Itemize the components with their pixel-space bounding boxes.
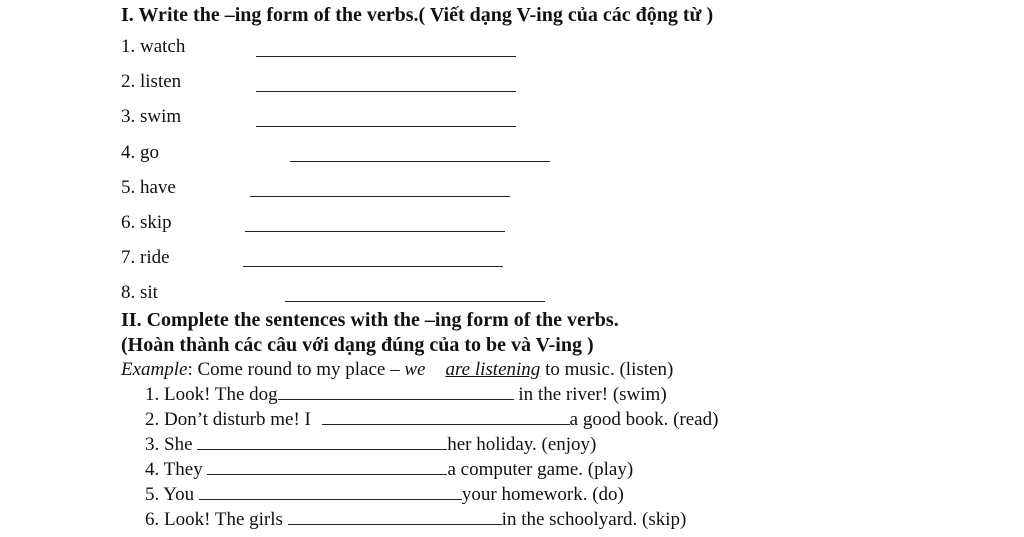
verb-item-listen: 2. listen: [121, 71, 182, 92]
example-we: we: [404, 359, 426, 380]
sentence-blank-2[interactable]: [322, 409, 570, 425]
sentence-start: 4. They: [145, 459, 208, 480]
sentence-end: in the schoolyard. (skip): [501, 509, 687, 530]
sentence-end: in the river! (swim): [513, 384, 667, 405]
verb-item-go: 4. go: [121, 142, 159, 163]
verb-item-skip: 6. skip: [121, 212, 172, 233]
answer-blank-1[interactable]: [256, 56, 516, 57]
verb-item-have: 5. have: [121, 177, 176, 198]
sentence-start: 1. Look! The dog: [145, 384, 278, 405]
answer-blank-4[interactable]: [290, 161, 550, 162]
sentence-row: [145, 384, 667, 406]
sentence-end: a good book. (read): [569, 409, 719, 430]
sentence-start: 3. She: [145, 434, 198, 455]
part1-heading: I. Write the –ing form of the verbs.( Viết dạng V-ing của các động từ ): [121, 4, 714, 26]
verb-item-ride: 7. ride: [121, 247, 170, 268]
answer-blank-5[interactable]: [250, 196, 510, 197]
sentence-start: 6. Look! The girls: [145, 509, 288, 530]
answer-blank-2[interactable]: [256, 91, 516, 92]
sentence-end: a computer game. (play): [447, 459, 634, 480]
answer-blank-8[interactable]: [285, 301, 545, 302]
sentence-start: 2. Don’t disturb me! I: [145, 409, 316, 430]
answer-blank-3[interactable]: [256, 126, 516, 127]
answer-blank-7[interactable]: [243, 266, 503, 267]
part2-subheading: (Hoàn thành các câu với dạng đúng của to be và V-ing ): [121, 334, 594, 356]
sentence-end: your homework. (do): [461, 484, 624, 505]
sentence-start: 5. You: [145, 484, 199, 505]
example-sentence: [121, 359, 673, 381]
example-answer: are listening: [445, 359, 541, 380]
sentence-row: [145, 434, 596, 456]
part2-heading: II. Complete the sentences with the –ing form of the verbs.: [121, 309, 619, 331]
sentence-blank-4[interactable]: [207, 459, 447, 475]
example-label: Example: [121, 359, 188, 380]
sentence-row: [145, 509, 686, 531]
sentence-blank-1[interactable]: [278, 384, 514, 400]
answer-blank-6[interactable]: [245, 231, 505, 232]
sentence-row: [145, 459, 633, 481]
sentence-blank-5[interactable]: [199, 484, 462, 500]
verb-item-watch: 1. watch: [121, 36, 186, 57]
sentence-blank-6[interactable]: [288, 509, 502, 525]
example-text: : Come round to my place –: [187, 359, 405, 380]
example-rest: to music. (listen): [540, 359, 674, 380]
verb-item-swim: 3. swim: [121, 106, 182, 127]
verb-item-sit: 8. sit: [121, 282, 158, 303]
sentence-row: [145, 409, 718, 431]
sentence-row: [145, 484, 624, 506]
sentence-blank-3[interactable]: [197, 434, 447, 450]
sentence-end: her holiday. (enjoy): [447, 434, 597, 455]
